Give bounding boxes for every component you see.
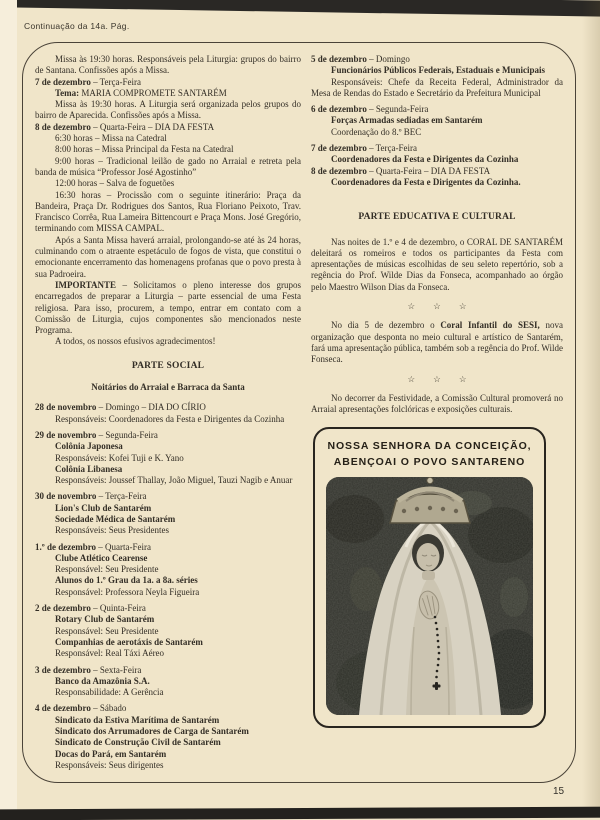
text-block [311, 237, 563, 293]
text-block [35, 88, 301, 99]
text-block [35, 603, 301, 614]
text-segment: Responsável: Professora Neyla Figueira [55, 586, 200, 597]
text-segment: 1.º de dezembro [35, 541, 97, 552]
text-segment: Sindicato da Estiva Marítima de Santarém [55, 714, 220, 725]
virgin-mary-statue-illustration [326, 477, 533, 715]
text-block [35, 491, 301, 502]
text-segment: – Segunda-Feira [96, 429, 158, 440]
text-block [35, 453, 301, 464]
text-segment: Clube Atlético Cearense [55, 552, 148, 563]
text-block [35, 336, 301, 347]
text-segment: Alunos do 1.º Grau da 1a. a 8a. séries [55, 575, 198, 586]
text-block [311, 166, 563, 177]
text-segment: Responsáveis: Coordenadores da Festa e Dirigentes da Cozinha [55, 413, 285, 424]
text-segment: – Quinta-Feira [90, 603, 146, 614]
text-block [311, 104, 563, 115]
text-block [311, 127, 563, 138]
text-block [35, 749, 301, 760]
text-block [311, 393, 563, 416]
text-segment: Banco da Amazônia S.A. [55, 675, 150, 686]
text-block [35, 464, 301, 475]
text-block [35, 637, 301, 648]
text-block [311, 77, 563, 100]
text-segment: – Domingo [366, 54, 410, 64]
text-segment: Responsável: Seu Presidente [55, 625, 159, 636]
figure-caption [324, 437, 535, 470]
text-block [35, 503, 301, 514]
text-block [35, 54, 301, 77]
text-segment: Responsáveis: Kofei Tuji e K. Yano [55, 452, 184, 463]
text-segment: – Quarta-Feira – DIA DA FESTA [90, 121, 215, 132]
text-segment: Responsável: Real Táxi Aéreo [55, 648, 165, 659]
text-segment: Sindicato de Construção Civil de Santarém [55, 737, 221, 748]
text-block [311, 143, 563, 154]
text-segment: Colônia Libanesa [55, 463, 123, 474]
text-block [35, 514, 301, 525]
text-block [311, 154, 563, 165]
text-block [35, 703, 301, 714]
text-segment: – Sexta-Feira [90, 664, 142, 675]
text-segment: Nas noites de 1.º e 4 de dezembro, o CORAL DE SANTARÉM deleitará os romeiros e todos os participantes da Festa com apresentações de músicas escolhidas de seu seleto repertório, sob a regência do Prof. Wilde Dias da Fonseca, acompanhado ao órgão pelo Maestro Wilson Dias da Fonseca. [311, 236, 563, 292]
text-segment: Coordenadores da Festa e Dirigentes da Cozinha [331, 154, 519, 165]
text-segment: Sociedade Médica de Santarém [55, 513, 176, 524]
text-block [35, 726, 301, 737]
text-block [35, 414, 301, 425]
text-segment: 6:30 horas – Missa na Catedral [55, 133, 167, 144]
text-block [311, 65, 563, 76]
text-segment: Responsáveis: Joussef Thallay, João Miguel, Tauzi Nagib e Anuar [55, 475, 293, 486]
text-block [35, 178, 301, 189]
text-segment: Docas do Pará, em Santarém [55, 748, 167, 759]
text-segment: Lion's Club de Santarém [55, 502, 152, 513]
text-block [311, 374, 563, 385]
right-column-text [311, 54, 563, 415]
text-segment: Coordenação do 8.º BEC [331, 126, 422, 137]
figure-caption-line1: NOSSA SENHORA DA CONCEIÇÃO, [327, 440, 532, 453]
text-block [35, 475, 301, 486]
page-number: 15 [553, 786, 565, 797]
text-block [35, 553, 301, 564]
scan-right-edge [582, 0, 600, 815]
text-block [35, 715, 301, 726]
blessing-figure [313, 427, 546, 728]
text-block [35, 77, 301, 88]
text-block [35, 564, 301, 575]
text-segment: 5 de dezembro [311, 54, 367, 64]
text-block [35, 760, 301, 771]
text-segment: Responsáveis: Seus dirigentes [55, 759, 164, 770]
text-block [35, 626, 301, 637]
text-segment: 6 de dezembro [311, 104, 367, 115]
text-block [35, 614, 301, 625]
text-segment: – Sábado [90, 703, 127, 714]
text-block [35, 430, 301, 441]
text-block [35, 687, 301, 698]
text-segment: Sindicato dos Arrumadores de Carga de Santarém [55, 726, 249, 737]
text-block [311, 54, 563, 65]
text-segment: – Quarta-Feira – DIA DA FESTA [366, 165, 491, 176]
text-segment: – Quarta-Feira [96, 541, 152, 552]
text-segment: Responsáveis: Seus Presidentes [55, 525, 169, 536]
text-segment: nova organização que desponta no meio cultural e artístico de Santarém, fará uma apresentação pública, também sob a regência do Prof. Wilde Fonseca. [311, 320, 563, 365]
text-block [311, 115, 563, 126]
text-segment: 8 de dezembro [35, 121, 91, 132]
scan-bottom-edge [0, 807, 600, 820]
text-segment: Tema: [55, 87, 80, 98]
text-segment: Responsabilidade: A Gerência [55, 687, 164, 698]
text-block [311, 301, 563, 312]
text-segment: IMPORTANTE [55, 279, 117, 290]
right-column [311, 54, 563, 774]
scan-left-edge [0, 0, 17, 815]
text-segment: Forças Armadas sediadas em Santarém [331, 115, 483, 126]
text-segment: Após a Santa Missa haverá arraial, prolongando-se até às 24 horas, culminando com o atraente espetáculo de fogos de vista, que constitui o emocionante encerramento das homenagens profanas que o povo presta à sua Padroeira. [35, 234, 301, 279]
text-segment: No decorrer da Festividade, a Comissão Cultural promoverá no Arraial apresentações folclóricas e exposições culturais. [311, 392, 563, 415]
text-block [35, 587, 301, 598]
text-segment: 2 de dezembro [35, 603, 91, 614]
text-segment: PARTE SOCIAL [131, 360, 205, 371]
text-block [311, 320, 563, 365]
text-block [35, 280, 301, 336]
continuation-note: Continuação da 14a. Pág. [24, 21, 130, 31]
text-segment: – Segunda-Feira [366, 104, 429, 115]
text-segment: 9:00 horas – Tradicional leilão de gado no Arraial e retreta pela banda de música “Professor José Agostinho” [35, 155, 301, 177]
text-segment: 7 de dezembro [311, 143, 367, 154]
text-segment: 8:00 horas – Missa Principal da Festa na Catedral [55, 144, 234, 155]
text-block [35, 676, 301, 687]
text-segment: – Solicitamos o pleno interesse dos grupos encarregados de preparar a Liturgia – parte essencial de uma Festa religiosa. Para isso, procurem, a tempo, entrar em contato com a Comissão de Liturgia, cujos componentes são mencionados neste Programa. [35, 279, 301, 336]
text-block [311, 212, 563, 223]
text-block [35, 542, 301, 553]
text-segment: 3 de dezembro [35, 664, 91, 675]
text-segment: 30 de novembro [35, 491, 97, 502]
text-block [35, 156, 301, 179]
statue-photo [326, 477, 533, 715]
text-block [35, 382, 301, 393]
text-segment: A todos, os nossos efusivos agradecimentos! [55, 336, 216, 347]
text-block [35, 525, 301, 536]
text-block [35, 235, 301, 280]
text-block [35, 402, 301, 413]
text-segment: MARIA COMPROMETE SANTARÉM [79, 87, 227, 98]
text-block [35, 737, 301, 748]
text-segment: 8 de dezembro [311, 165, 367, 176]
text-segment: 28 de novembro [35, 402, 97, 413]
text-segment: Companhias de aerotáxis de Santarém [55, 636, 203, 647]
text-segment: – Terça-Feira [366, 143, 418, 154]
left-column [35, 54, 301, 774]
text-segment: PARTE EDUCATIVA E CULTURAL [358, 212, 516, 223]
text-segment: Rotary Club de Santarém [55, 614, 155, 625]
page-border [22, 42, 576, 783]
two-column-layout [35, 54, 563, 774]
text-block [35, 144, 301, 155]
text-segment: Responsáveis: Chefe da Receita Federal, Administrador da Mesa de Rendas do Estado e Secretário da Prefeitura Municipal [311, 76, 563, 98]
text-segment: Coordenadores da Festa e Dirigentes da Cozinha. [331, 176, 521, 187]
text-block [311, 177, 563, 188]
text-block [35, 441, 301, 452]
text-segment: – Domingo – DIA DO CÍRIO [96, 402, 206, 413]
text-segment: 7 de dezembro [35, 76, 91, 87]
text-segment: ☆ ☆ ☆ [407, 301, 475, 312]
text-segment: Funcionários Públicos Federais, Estaduais e Municipais [331, 65, 546, 76]
text-segment: Missa às 19:30 horas. A Liturgia será organizada pelos grupos do bairro de Aparecida. Confissões após a Missa. [35, 99, 301, 121]
text-segment: – Terça-Feira [96, 491, 147, 502]
text-block [35, 361, 301, 372]
text-segment: 4 de dezembro [35, 703, 91, 714]
scan-top-edge [0, 0, 600, 17]
text-block [35, 665, 301, 676]
text-segment: 29 de novembro [35, 429, 97, 440]
text-segment: – Terça-Feira [90, 76, 142, 87]
text-segment: Missa às 19:30 horas. Responsáveis pela Liturgia: grupos do bairro de Santana. Confissões após a Missa. [35, 54, 301, 76]
text-block [35, 648, 301, 659]
text-block [35, 133, 301, 144]
text-segment: Coral Infantil do SESI, [440, 320, 540, 331]
text-block [35, 99, 301, 122]
text-segment: No dia 5 de dezembro o [331, 320, 441, 331]
text-segment: Colônia Japonesa [55, 441, 123, 452]
text-segment: Responsável: Seu Presidente [55, 564, 159, 575]
text-segment: 12:00 horas – Salva de foguetões [55, 178, 175, 189]
text-segment: ☆ ☆ ☆ [407, 373, 475, 384]
text-block [35, 122, 301, 133]
text-block [35, 575, 301, 586]
text-segment: 16:30 horas – Procissão com o seguinte itinerário: Praça da Bandeira, Praça Dr. Rodrigues dos Santos, Rua Floriano Peixoto, Trav. Francisco Corrêa, Rua Lameira Bittencourt e Praça Mons. José Gregório, terminando com MISSA CAMPAL. [35, 189, 301, 234]
text-segment: Noitários do Arraial e Barraca da Santa [91, 382, 245, 393]
figure-caption-line2: ABENÇOAI O POVO SANTARENO [333, 455, 526, 468]
text-block [35, 190, 301, 235]
